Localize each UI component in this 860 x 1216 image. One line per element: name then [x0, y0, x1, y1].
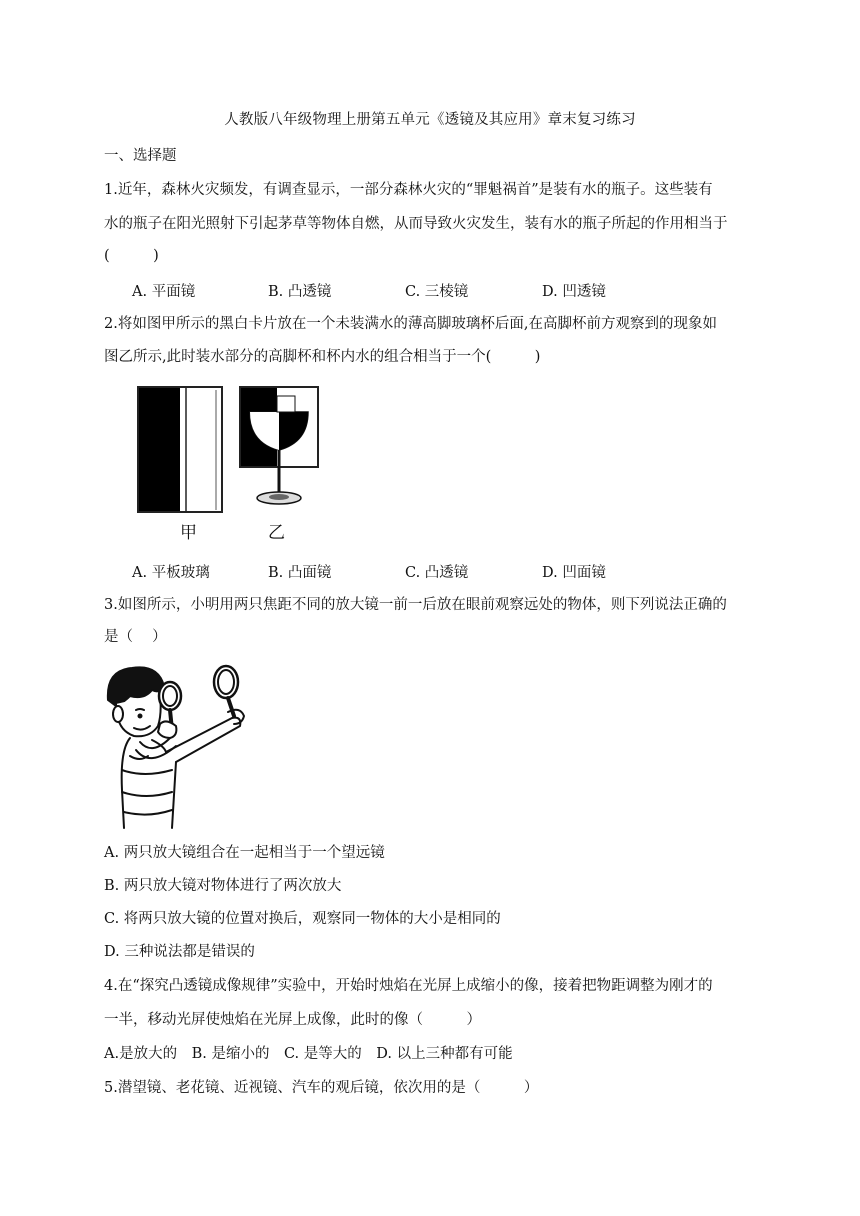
section-heading: 一、选择题 — [104, 148, 177, 164]
q3-option-a: A. 两只放大镜组合在一起相当于一个望远镜 — [104, 845, 385, 861]
q2-figure — [132, 384, 332, 544]
boy-with-magnifiers-illustration — [100, 660, 250, 830]
q2-line-1: 2.将如图甲所示的黑白卡片放在一个未装满水的薄高脚玻璃杯后面,在高脚杯前方观察到的现象如 — [104, 316, 717, 332]
q1-line-2: 水的瓶子在阳光照射下引起茅草等物体自燃，从而导致火灾发生，装有水的瓶子所起的作用相当于 — [104, 216, 728, 232]
q2-option-c: C. 凸透镜 — [405, 565, 469, 581]
q2-option-a: A. 平板玻璃 — [132, 565, 210, 581]
figure-label-yi: 乙 — [268, 523, 285, 543]
figure-label-jia: 甲 — [180, 523, 197, 543]
q4-options: A.是放大的 B. 是缩小的 C. 是等大的 D. 以上三种都有可能 — [104, 1046, 513, 1062]
q5-line-1: 5.潜望镜、老花镜、近视镜、汽车的观后镜，依次用的是（ ） — [104, 1080, 539, 1096]
q3-line-2: 是（ ） — [104, 629, 167, 645]
card-and-goblet-illustration — [132, 384, 332, 544]
q1-option-c: C. 三棱镜 — [405, 284, 469, 300]
q1-line-1: 1.近年，森林火灾频发，有调查显示，一部分森林火灾的“罪魁祸首”是装有水的瓶子。这些装有 — [104, 182, 713, 198]
q3-option-d: D. 三种说法都是错误的 — [104, 944, 255, 960]
page-title: 人教版八年级物理上册第五单元《透镜及其应用》章末复习练习 — [224, 112, 636, 128]
q1-options — [132, 280, 606, 301]
q3-figure — [100, 660, 250, 830]
q3-option-b: B. 两只放大镜对物体进行了两次放大 — [104, 878, 342, 894]
q4-line-2: 一半，移动光屏使烛焰在光屏上成像，此时的像（ ） — [104, 1012, 481, 1028]
q1-option-b: B. 凸透镜 — [268, 284, 332, 300]
q4-line-1: 4.在“探究凸透镜成像规律”实验中，开始时烛焰在光屏上成缩小的像，接着把物距调整为刚才的 — [104, 978, 713, 994]
card-black-half — [139, 388, 180, 511]
q1-option-d: D. 凹透镜 — [542, 284, 606, 300]
q2-options — [132, 561, 606, 582]
q2-line-2: 图乙所示,此时装水部分的高脚杯和杯内水的组合相当于一个( ) — [104, 349, 541, 365]
q3-line-1: 3.如图所示，小明用两只焦距不同的放大镜一前一后放在眼前观察远处的物体，则下列说法正确的 — [104, 597, 727, 613]
q1-option-a: A. 平面镜 — [132, 284, 196, 300]
q2-option-b: B. 凸面镜 — [268, 565, 332, 581]
q1-line-3: ( ) — [104, 248, 159, 264]
q2-option-d: D. 凹面镜 — [542, 565, 606, 581]
q3-option-c: C. 将两只放大镜的位置对换后，观察同一物体的大小是相同的 — [104, 911, 501, 927]
